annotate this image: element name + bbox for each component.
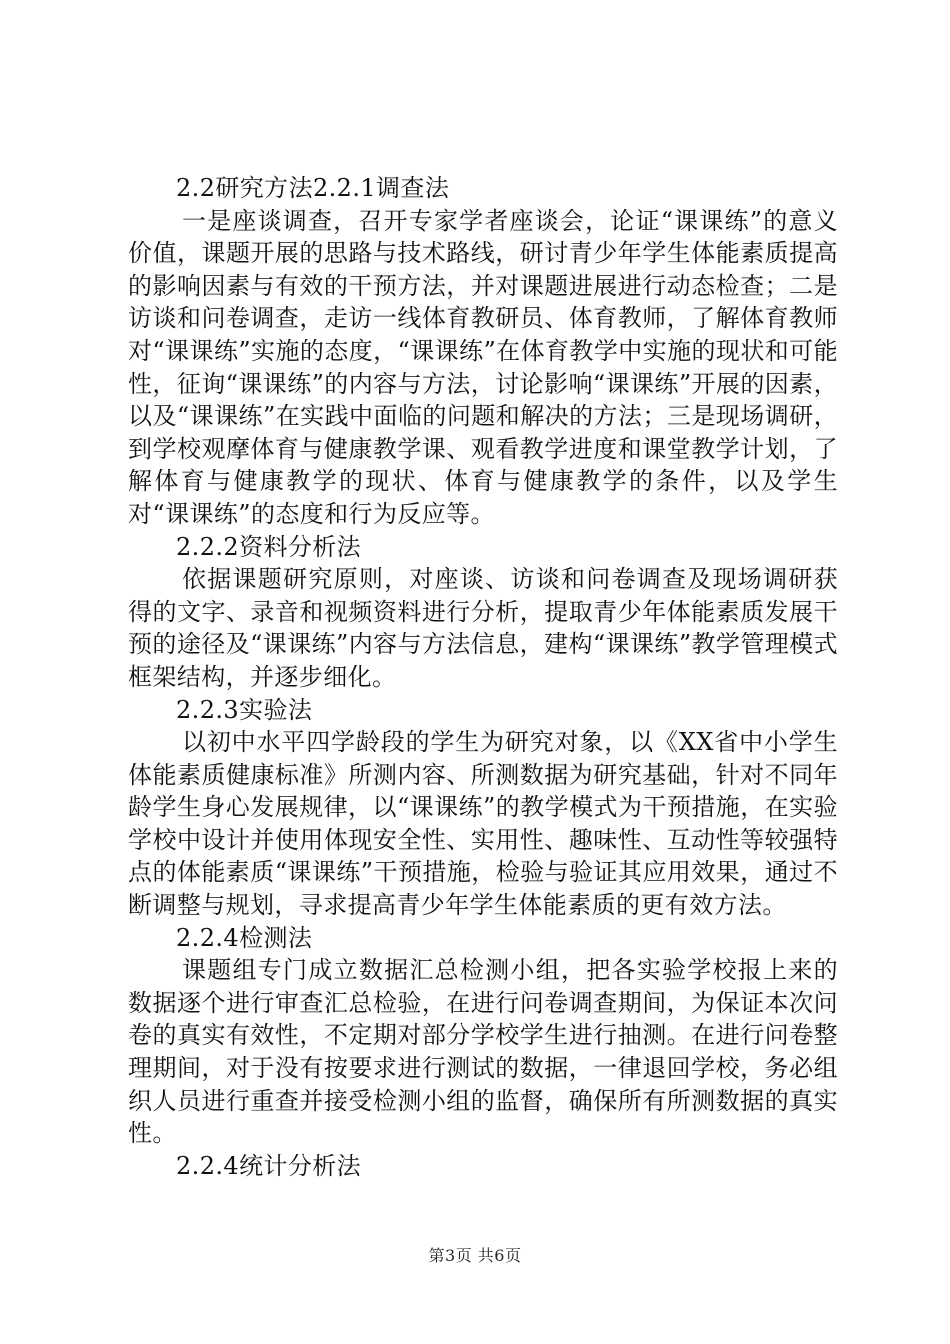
section-paragraph-data-analysis: 依据课题研究原则，对座谈、访谈和问卷调查及现场调研获得的文字、录音和视频资料进行分析，提取青少年体能素质发展干预的途径及“课课练”内容与方法信息，建构“课课练”教学管理模式框架结构，并逐步细化。: [128, 565, 838, 691]
section-heading-experiment: 2.2.3实验法: [176, 695, 313, 724]
section-heading-statistics: 2.2.4统计分析法: [176, 1151, 362, 1180]
section-heading-data-analysis: 2.2.2资料分析法: [176, 532, 362, 561]
section-heading-inspection: 2.2.4检测法: [176, 923, 313, 952]
document-body: [128, 172, 838, 1182]
section-paragraph-survey: 一是座谈调查，召开专家学者座谈会，论证“课课练”的意义价值，课题开展的思路与技术路线，研讨青少年学生体能素质提高的影响因素与有效的干预方法，并对课题进展进行动态检查；二是访谈和问卷调查，走访一线体育教研员、体育教师，了解体育教师对“课课练”实施的态度，“课课练”在体育教学中实施的现状和可能性，征询“课课练”的内容与方法，讨论影响“课课练”开展的因素，以及“课课练”在实践中面临的问题和解决的方法；三是现场调研，到学校观摩体育与健康教学课、观看教学进度和课堂教学计划，了解体育与健康教学的现状、体育与健康教学的条件，以及学生对“课课练”的态度和行为反应等。: [128, 206, 838, 528]
page-number-footer: 第3页 共6页: [428, 1246, 522, 1265]
section-heading-survey: 2.2研究方法2.2.1调查法: [176, 174, 450, 202]
section-paragraph-experiment: 以初中水平四学龄段的学生为研究对象，以《XX省中小学生体能素质健康标准》所测内容、所测数据为研究基础，针对不同年龄学生身心发展规律，以“课课练”的教学模式为干预措施，在实验学校中设计并使用体现安全性、实用性、趣味性、互动性等较强特点的体能素质“课课练”干预措施，检验与验证其应用效果，通过不断调整与规划，寻求提高青少年学生体能素质的更有效方法。: [128, 728, 838, 920]
section-paragraph-inspection: 课题组专门成立数据汇总检测小组，把各实验学校报上来的数据逐个进行审查汇总检验，在进行问卷调查期间，为保证本次问卷的真实有效性，不定期对部分学校学生进行抽测。在进行问卷整理期间，对于没有按要求进行测试的数据，一律退回学校，务必组织人员进行重查并接受检测小组的监督，确保所有所测数据的真实性。: [128, 956, 838, 1148]
